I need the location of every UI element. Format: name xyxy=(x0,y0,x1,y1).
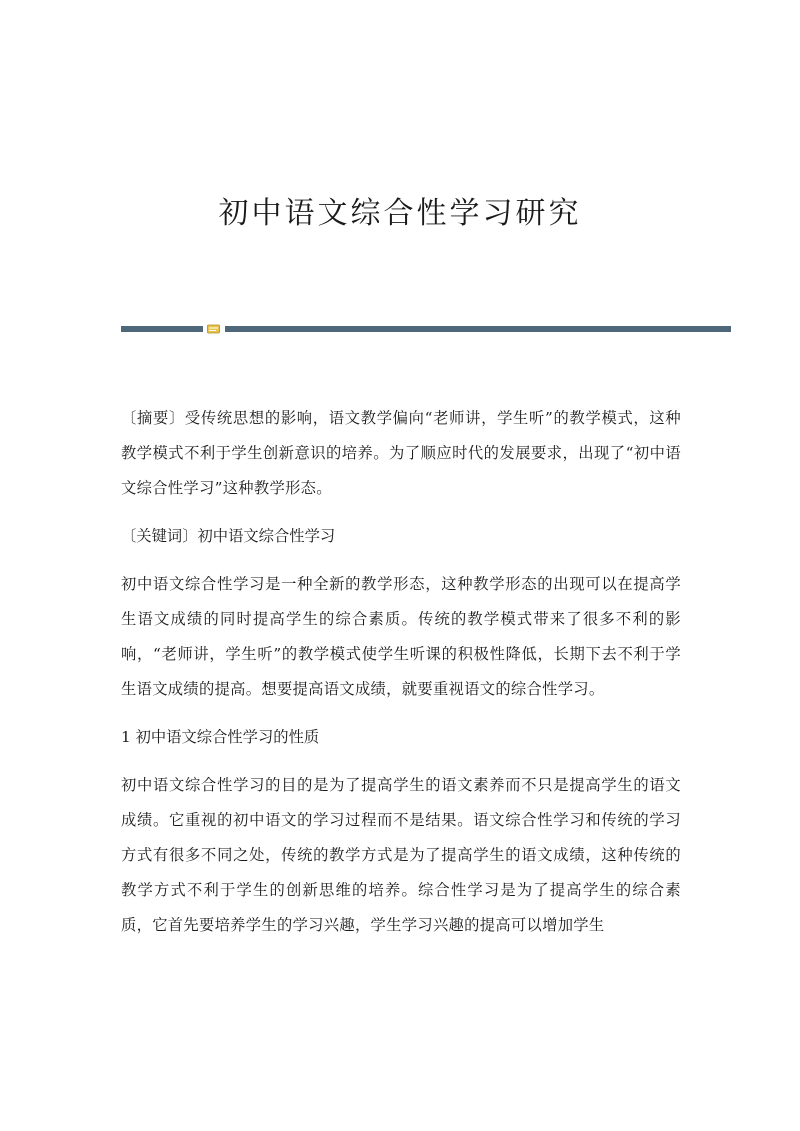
document-body xyxy=(121,401,681,956)
section-heading: 1 初中语文综合性学习的性质 xyxy=(121,728,320,746)
divider-bar-right xyxy=(225,326,731,332)
intro-paragraph: 初中语文综合性学习是一种全新的教学形态，这种教学形态的出现可以在提高学生语文成绩的同时提高学生的综合素质。传统的教学模式带来了很多不利的影响，“老师讲，学生听”的教学模式使学生听课的积极性降低，长期下去不利于学生语文成绩的提高。想要提高语文成绩，就要重视语文的综合性学习。 xyxy=(121,575,681,698)
abstract-paragraph: 〔摘要〕受传统思想的影响，语文教学偏向“老师讲，学生听”的教学模式，这种教学模式不利于学生创新意识的培养。为了顺应时代的发展要求，出现了“初中语文综合性学习”这种教学形态。 xyxy=(121,409,681,497)
divider-bar-left xyxy=(121,326,203,332)
section-paragraph: 初中语文综合性学习的目的是为了提高学生的语文素养而不只是提高学生的语文成绩。它重视的初中语文的学习过程而不是结果。语文综合性学习和传统的学习方式有很多不同之处，传统的教学方式是为了提高学生的语文成绩，这种传统的教学方式不利于学生的创新思维的培养。综合性学习是为了提高学生的综合素质，它首先要培养学生的学习兴趣，学生学习兴趣的提高可以增加学生 xyxy=(121,776,681,934)
page-title: 初中语文综合性学习研究 xyxy=(218,196,582,231)
keywords-line: 〔关键词〕初中语文综合性学习 xyxy=(121,527,336,545)
pencil-icon xyxy=(207,324,220,334)
title-divider xyxy=(121,326,731,334)
